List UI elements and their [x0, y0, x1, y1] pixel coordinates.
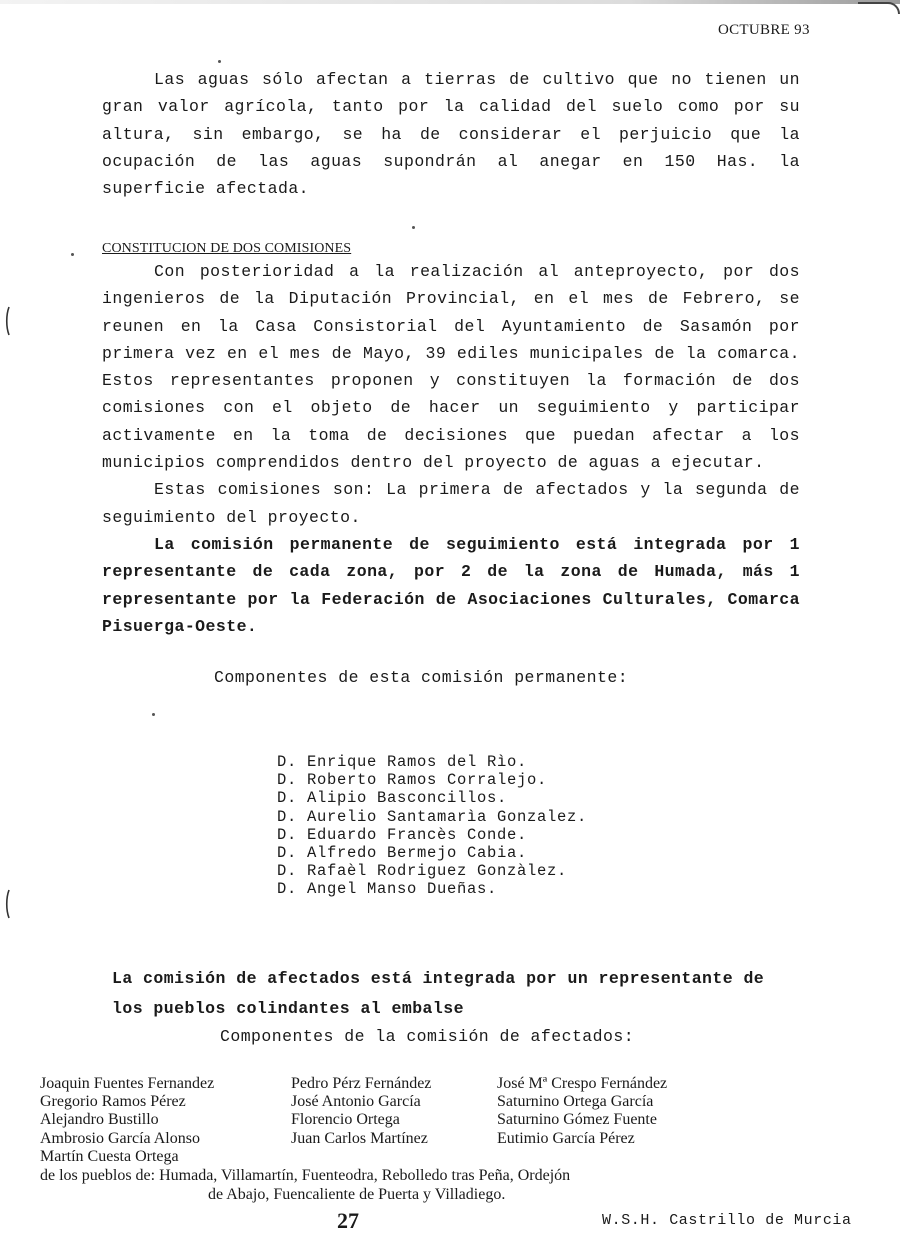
- list-item: Pedro Pérz Fernández: [291, 1075, 432, 1092]
- affected-members-column-1: [40, 1075, 214, 1166]
- page-number: 27: [337, 1208, 359, 1233]
- scan-corner-mark: [858, 2, 900, 14]
- list-item: D. Angel Manso Dueñas.: [277, 880, 498, 899]
- pueblos-line-1: de los pueblos de: Humada, Villamartín, Fuenteodra, Rebolledo tras Peña, Ordejón: [40, 1167, 571, 1184]
- list-item: D. Rafaèl Rodriguez Gonzàlez.: [277, 862, 568, 881]
- scan-speck: [412, 226, 415, 229]
- affected-commission-line-2: los pueblos colindantes al embalse: [112, 999, 464, 1018]
- scan-speck: [71, 253, 74, 256]
- intro-paragraph-block: [102, 66, 800, 202]
- list-item: Martín Cuesta Ortega: [40, 1147, 179, 1165]
- list-item: Florencio Ortega: [291, 1111, 400, 1129]
- scan-speck: [218, 60, 221, 63]
- list-item: Juan Carlos Martínez: [291, 1129, 428, 1147]
- list-item: Gregorio Ramos Pérez: [40, 1093, 186, 1111]
- affected-commission-line-1: La comisión de afectados está integrada por un representante de: [112, 969, 765, 988]
- list-item: D. Roberto Ramos Corralejo.: [277, 771, 548, 790]
- list-item: D. Aurelio Santamarìa Gonzalez.: [277, 807, 588, 826]
- footer-publisher: W.S.H. Castrillo de Murcia: [602, 1212, 852, 1229]
- header-date: OCTUBRE 93: [718, 22, 810, 38]
- pueblos-list: [40, 1167, 570, 1204]
- section-heading: CONSTITUCION DE DOS COMISIONES: [102, 241, 352, 256]
- list-item: Ambrosio García Alonso: [40, 1129, 200, 1147]
- permanent-members-label: Componentes de esta comisión permanente:: [214, 668, 629, 687]
- list-item: Saturnino Ortega García: [497, 1093, 654, 1111]
- scan-speck: [152, 713, 155, 716]
- affected-commission-block: [112, 964, 812, 1024]
- list-item: Eutimio García Pérez: [497, 1129, 635, 1147]
- margin-bracket-mark: [4, 305, 12, 337]
- margin-bracket-mark: [4, 888, 12, 920]
- list-item: D. Alfredo Bermejo Cabia.: [277, 844, 528, 863]
- list-item: D. Eduardo Francès Conde.: [277, 825, 528, 844]
- list-item: D. Alipio Basconcillos.: [277, 789, 508, 808]
- list-item: José Antonio García: [291, 1093, 421, 1111]
- list-item: D. Enrique Ramos del Rìo.: [277, 753, 528, 771]
- list-item: Alejandro Bustillo: [40, 1111, 159, 1129]
- section-body: [102, 258, 800, 640]
- affected-members-column-2: [291, 1075, 431, 1148]
- affected-members-label: Componentes de la comisión de afectados:: [220, 1027, 635, 1046]
- list-item: Joaquin Fuentes Fernandez: [40, 1075, 215, 1092]
- affected-members-column-3: [497, 1075, 667, 1148]
- pueblos-line-2: de Abajo, Fuencaliente de Puerta y Villadiego.: [208, 1185, 506, 1203]
- permanent-members-list: [277, 753, 587, 899]
- intro-paragraph: Las aguas sólo afectan a tierras de cultivo que no tienen un gran valor agrícola, tanto por la calidad del suelo como por su altura, sin embargo, se ha de considerar el perjuicio que la ocupación de las aguas supondrán al anegar en 150 Has. la superficie afectada.: [102, 70, 800, 199]
- permanent-commission-paragraph: La comisión permanente de seguimiento está integrada por 1 representante de cada zona, por 2 de la zona de Humada, más 1 representante por la Federación de Asociaciones Culturales, Comarca Pisuerga-Oeste.: [102, 534, 800, 636]
- section-paragraph-2: Estas comisiones son: La primera de afectados y la segunda de seguimiento del proyecto.: [102, 480, 800, 527]
- list-item: Saturnino Gómez Fuente: [497, 1111, 657, 1129]
- section-paragraph-1: Con posterioridad a la realización al anteproyecto, por dos ingenieros de la Diputación Provincial, en el mes de Febrero, se reunen en la Casa Consistorial del Ayuntamiento de Sasamón por primera vez en el mes de Mayo, 39 ediles municipales de la comarca. Estos representantes proponen y constituyen la formación de dos comisiones con el objeto de hacer un seguimiento y participar activamente en la toma de decisiones que puedan afectar a los municipios comprendidos dentro del proyecto de aguas a ejecutar.: [102, 262, 800, 473]
- list-item: José Mª Crespo Fernández: [497, 1075, 668, 1092]
- scan-top-edge: [0, 0, 900, 4]
